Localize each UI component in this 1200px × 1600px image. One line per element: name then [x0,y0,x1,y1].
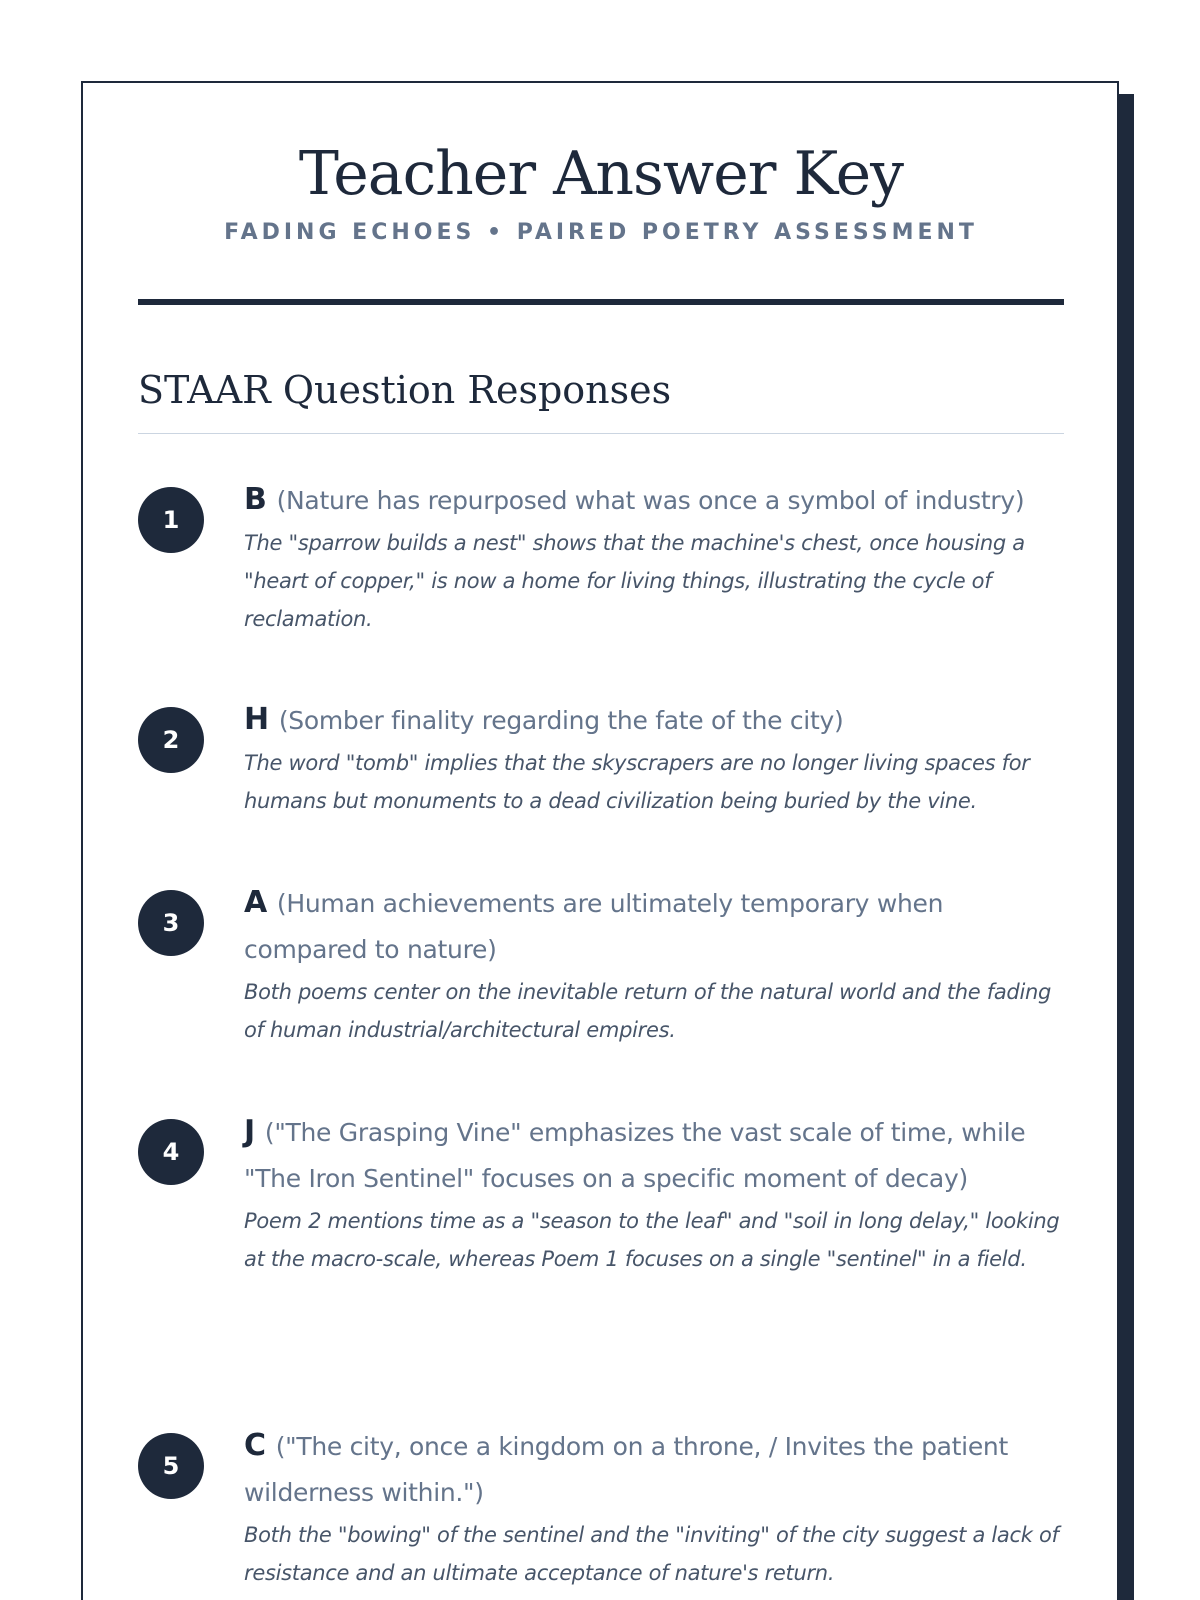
answer-line [244,697,1064,744]
answer-explanation: Both the "bowing" of the sentinel and the "inviting" of the city suggest a lack of resistance and an ultimate acceptance of nature's return. [244,1523,1059,1585]
answer-letter: B [244,482,267,517]
answer-line [244,1423,1064,1516]
question-content [244,880,1064,1049]
answer-letter: J [244,1114,255,1149]
answer-explanation: Both poems center on the inevitable return of the natural world and the fading of human industrial/architectural empires. [244,980,1052,1042]
answer-letter: A [244,885,267,920]
page-header [138,83,1064,305]
answer-letter: C [244,1428,266,1463]
question-number-badge: 1 [138,487,204,553]
answer-explanation: Poem 2 mentions time as a "season to the leaf" and "soil in long delay," looking at the macro-scale, whereas Poem 1 focuses on a single "sentinel" in a field. [244,1209,1060,1271]
section-heading: STAAR Question Responses [138,365,1064,434]
answer-text: ("The city, once a kingdom on a throne, / Invites the patient wilderness within.") [244,1432,1008,1507]
answer-key-page [81,81,1119,1600]
answer-explanation: The "sparrow builds a nest" shows that the machine's chest, once housing a "heart of copper," is now a home for living things, illustrating the cycle of reclamation. [244,531,1025,631]
answer-line [244,1109,1064,1202]
answer-explanation: The word "tomb" implies that the skyscrapers are no longer living spaces for humans but monuments to a dead civilization being buried by the vine. [244,751,1030,813]
page-title: Teacher Answer Key [298,139,904,209]
answer-text: (Human achievements are ultimately temporary when compared to nature) [244,889,944,964]
question-number-badge: 2 [138,707,204,773]
question-number-badge: 4 [138,1119,204,1185]
question-content [244,697,1064,820]
question-number-badge: 5 [138,1433,204,1499]
answer-line [244,477,1064,524]
question-content [244,1109,1064,1278]
question-content [244,477,1064,638]
answer-text: ("The Grasping Vine" emphasizes the vast scale of time, while "The Iron Sentinel" focuses on a specific moment of decay) [244,1118,1026,1193]
question-number-badge: 3 [138,890,204,956]
question-content [244,1423,1064,1592]
answer-letter: H [244,702,269,737]
answer-text: (Nature has repurposed what was once a symbol of industry) [276,486,1025,515]
answer-line [244,880,1064,973]
answer-text: (Somber finality regarding the fate of the city) [278,706,844,735]
page-subtitle: FADING ECHOES • PAIRED POETRY ASSESSMENT [224,220,978,245]
